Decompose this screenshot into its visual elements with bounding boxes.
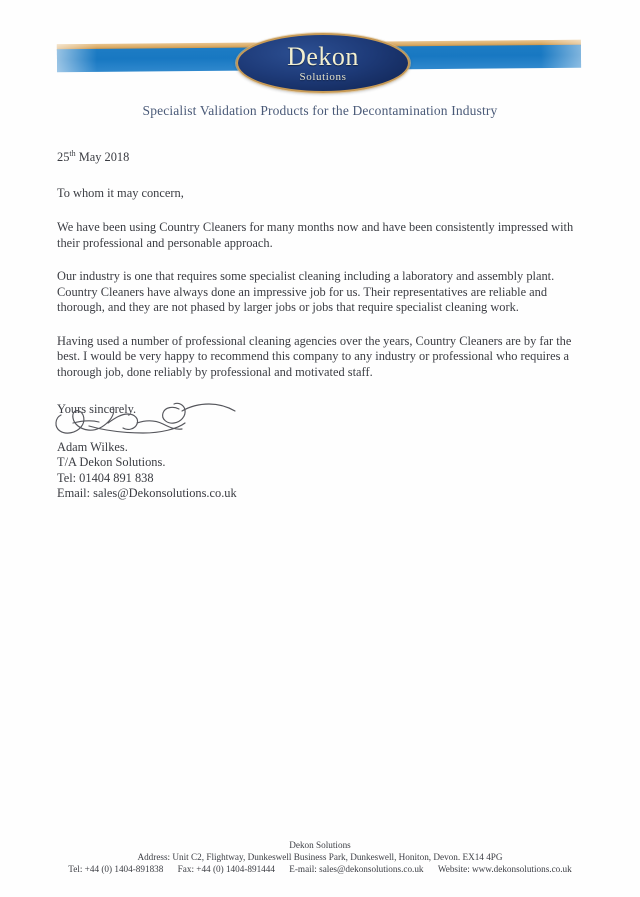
banner-fade-left <box>57 44 97 78</box>
footer-address: Address: Unit C2, Flightway, Dunkeswell Business Park, Dunkeswell, Honiton, Devon. EX14 4PG <box>137 852 503 862</box>
letter-paragraph-2: Our industry is one that requires some specialist cleaning including a laboratory and assembly plant. Country Cleaners have always done an impressive job for us. Their representatives are reliable and thorough, and they are not phased by larger jobs or jobs that require specialist cleaning work. <box>57 269 555 315</box>
signatory-title: T/A Dekon Solutions. <box>57 455 166 470</box>
footer-email: E-mail: sales@dekonsolutions.co.uk <box>289 864 424 874</box>
banner-fade-right <box>541 40 581 74</box>
company-logo <box>236 33 410 93</box>
company-tagline: Specialist Validation Products for the Decontamination Industry <box>142 103 498 118</box>
date-ordinal-suffix: th <box>69 149 76 158</box>
letter-content <box>57 146 583 502</box>
signatory-name: Adam Wilkes. <box>57 439 128 454</box>
signature-block <box>57 440 583 502</box>
letter-salutation: To whom it may concern, <box>57 185 184 200</box>
footer-company-name: Dekon Solutions <box>289 840 351 850</box>
letter-paragraph-3: Having used a number of professional cleaning agencies over the years, Country Cleaners are by far the best. I would be very happy to recommend this company to any industry or professional who requires a thorough job, done reliably by professional and motivated staff. <box>57 333 572 379</box>
letter-date <box>57 146 583 166</box>
footer-contact-line <box>0 863 640 875</box>
signatory-email: Email: sales@Dekonsolutions.co.uk <box>57 486 237 501</box>
page-footer <box>0 839 640 875</box>
footer-website: Website: www.dekonsolutions.co.uk <box>437 864 572 874</box>
logo-subtitle: Solutions <box>299 70 347 83</box>
signatory-telephone: Tel: 01404 891 838 <box>57 470 154 485</box>
letterhead <box>0 28 640 98</box>
letter-paragraph-1: We have been using Country Cleaners for many months now and have been consistently impressed with their professional and personable approach. <box>57 220 574 250</box>
date-month-year: May 2018 <box>75 150 130 165</box>
footer-fax: Fax: +44 (0) 1404-891444 <box>177 864 275 874</box>
letter-signoff: Yours sincerely. <box>57 402 137 417</box>
footer-telephone: Tel: +44 (0) 1404-891838 <box>68 864 164 874</box>
date-day: 25 <box>57 150 70 165</box>
letter-signoff-area <box>57 402 583 502</box>
logo-wordmark: Dekon <box>287 41 359 71</box>
